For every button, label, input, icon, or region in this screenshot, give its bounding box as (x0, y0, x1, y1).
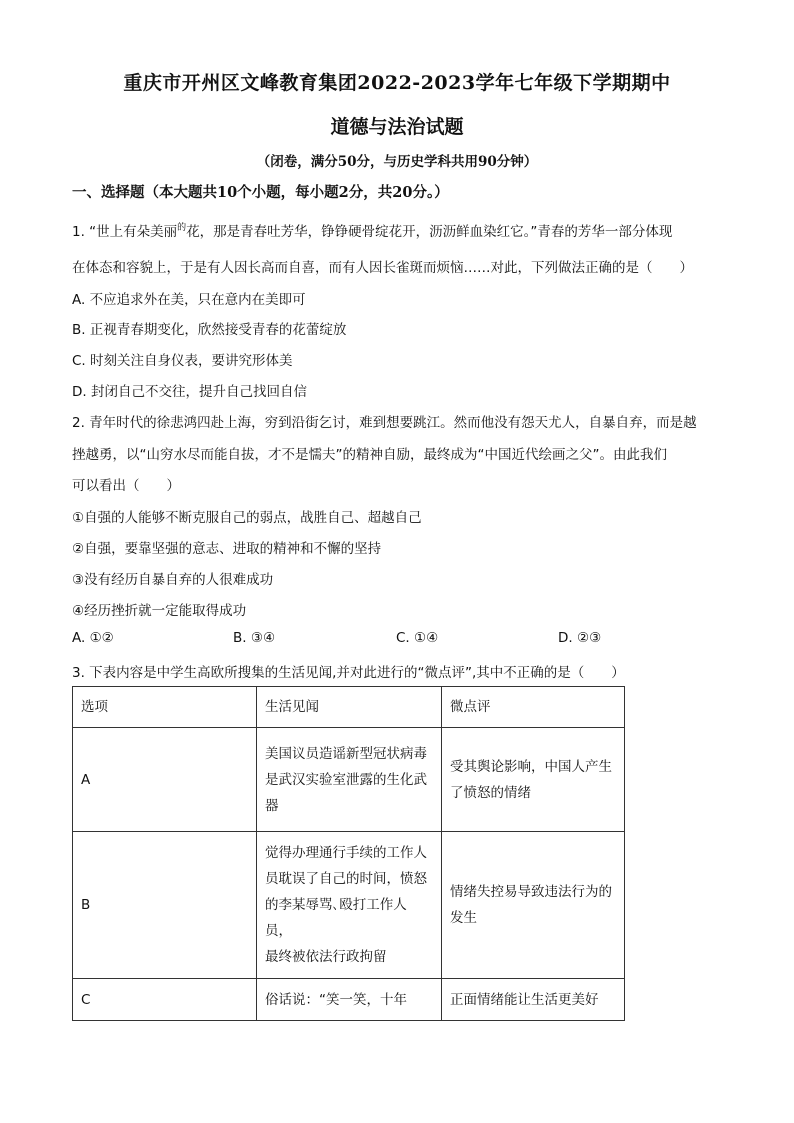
q1-option-d: D. 封闭自己不交往，提升自己找回自信 (72, 384, 307, 400)
exam-title: 重庆市开州区文峰教育集团2022-2023学年七年级下学期期中 (123, 72, 671, 94)
q3-table-header-row (73, 687, 625, 728)
q2-option-b: B. ③④ (233, 630, 276, 646)
q3-row-b-comment-line: 情绪失控易导致违法行为的 (450, 884, 612, 900)
table-row (73, 832, 625, 979)
q3-row-a-comment-line: 受其舆论影响，中国人产生 (450, 758, 612, 775)
q2-stem-line1: 2. 青年时代的徐悲鸿四赴上海，穷到沿街乞讨，难到想要跳江。然而他没有怨天尤人，自暴自弃，而是越 (72, 415, 697, 431)
q3-row-a-comment (442, 728, 625, 832)
q3-row-a-news (257, 728, 442, 832)
q1-stem-line1 (72, 220, 672, 240)
q3-row-b-news-line: 员耽误了自己的时间，愤怒 (265, 871, 427, 887)
q2-option-c: C. ①④ (396, 630, 439, 646)
q1-option-c: C. 时刻关注自身仪表，要讲究形体美 (72, 353, 293, 369)
q3-header-option: 选项 (73, 687, 257, 728)
exam-subtitle: （闭卷，满分50分，与历史学科共用90分钟） (256, 154, 538, 170)
q3-row-b-news (257, 832, 442, 979)
q2-statement-4: ④经历挫折就一定能取得成功 (72, 603, 247, 619)
q1-option-a: A. 不应追求外在美，只在意内在美即可 (72, 292, 306, 308)
section-heading: 一、选择题（本大题共10个小题，每小题2分，共20分。） (72, 184, 449, 201)
q3-row-c-option: C (73, 979, 257, 1021)
q1-stem-part-a: 1. “世上有朵美丽 (72, 224, 178, 240)
q3-row-a-option: A (73, 728, 257, 832)
q2-option-a: A. ①② (72, 630, 114, 646)
q3-row-b-comment-line: 发生 (450, 910, 477, 926)
q3-row-c-comment: 正面情绪能让生活更美好 (442, 979, 625, 1021)
q3-row-a-news-line: 器 (265, 797, 279, 814)
q1-stem-part-b: 花，那是青春吐芳华，铮铮硬骨绽花开，沥沥鲜血染红它。”青春的芳华一部分体现 (186, 224, 673, 240)
q3-header-news: 生活见闻 (257, 687, 442, 728)
q2-stem-line3: 可以看出（ ） (72, 478, 180, 494)
q1-stem-line2: 在体态和容貌上，于是有人因长高而自喜，而有人因长雀斑而烦恼……对此，下列做法正确的是（ ） (72, 260, 693, 276)
exam-subject-title: 道德与法治试题 (330, 116, 464, 138)
q2-statement-2: ②自强，要靠坚强的意志、进取的精神和不懈的坚持 (72, 541, 382, 557)
q1-option-b: B. 正视青春期变化，欣然接受青春的花蕾绽放 (72, 322, 347, 338)
q3-row-a-news-line: 是武汉实验室泄露的生化武 (265, 771, 427, 788)
q2-statement-3: ③没有经历自暴自弃的人很难成功 (72, 572, 274, 588)
q3-header-comment: 微点评 (442, 687, 625, 728)
q3-row-b-news-line: 的李某辱骂､殴打工作人员， (265, 897, 407, 939)
q2-option-d: D. ②③ (558, 630, 602, 646)
q3-row-b-comment (442, 832, 625, 979)
q2-statement-1: ①自强的人能够不断克服自己的弱点，战胜自己、超越自己 (72, 510, 422, 526)
q3-table (72, 686, 625, 1021)
q3-row-a-news-line: 美国议员造谣新型冠状病毒 (265, 745, 427, 762)
q3-stem: 3. 下表内容是中学生高欧所搜集的生活见闻,并对此进行的“微点评”,其中不正确的是（ ） (72, 665, 625, 681)
q3-row-b-news-line: 最终被依法行政拘留 (265, 949, 387, 965)
table-row (73, 728, 625, 832)
q3-row-b-option: B (73, 832, 257, 979)
q1-stem-superscript: 的 (177, 223, 187, 233)
q3-row-c-news: 俗话说：“笑一笑，十年 (257, 979, 442, 1021)
table-row (73, 979, 625, 1021)
q2-stem-line2: 挫越勇，以“山穷水尽而能自拔，才不是懦夫”的精神自励，最终成为“中国近代绘画之父”。由此我们 (72, 447, 667, 463)
q3-row-b-news-line: 觉得办理通行手续的工作人 (265, 845, 427, 861)
q3-row-a-comment-line: 了愤怒的情绪 (450, 784, 531, 801)
